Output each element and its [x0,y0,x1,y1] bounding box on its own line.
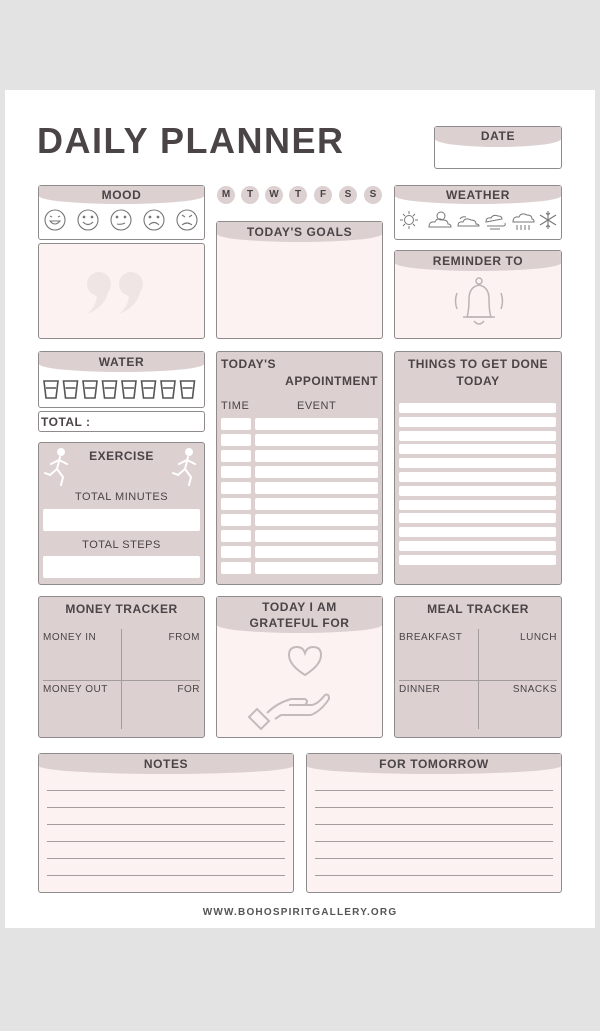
exercise-box [38,442,205,585]
ruled-line [47,807,285,808]
appointment-event-field[interactable] [255,450,378,462]
sun-icon [400,211,418,229]
mood-faces [39,206,203,236]
water-glasses[interactable] [39,376,203,404]
weather-box [394,185,562,240]
neutral-face-icon [111,210,131,230]
money-in-label: MONEY IN [43,632,97,643]
time-column-header: TIME [221,400,250,412]
day-friday[interactable]: F [314,186,332,204]
water-box [38,351,205,408]
meal-divider-vertical [478,629,479,729]
mood-box [38,185,205,240]
cloud-icon [458,217,479,226]
appointment-event-field[interactable] [255,434,378,446]
ruled-line [315,875,553,876]
page-title: DAILY PLANNER [37,120,345,161]
ruled-line [315,858,553,859]
runner-icon [42,447,76,491]
notes-box[interactable] [38,753,294,893]
appointment-time-field[interactable] [221,530,251,542]
ruled-line [47,858,285,859]
todays-goals-label: TODAY'S GOALS [217,222,382,242]
todo-item-field[interactable] [399,431,556,441]
appointment-time-field[interactable] [221,562,251,574]
breakfast-label: BREAKFAST [399,632,463,643]
for-tomorrow-label: FOR TOMORROW [307,754,561,774]
money-from-label: FROM [168,632,200,643]
appointment-event-field[interactable] [255,418,378,430]
appointment-time-field[interactable] [221,434,251,446]
ruled-line [315,790,553,791]
laughing-face-icon [45,210,65,230]
water-total-label: TOTAL : [41,415,91,429]
total-minutes-field[interactable] [43,509,200,531]
for-tomorrow-box[interactable] [306,753,562,893]
grateful-label-line2: GRATEFUL FOR [249,616,350,630]
day-wednesday[interactable]: W [265,186,283,204]
reminder-box[interactable] [394,250,562,339]
angry-face-icon [177,210,197,230]
appointment-time-field[interactable] [221,482,251,494]
appointment-event-field[interactable] [255,562,378,574]
lunch-label: LUNCH [520,632,557,643]
things-label-line2: TODAY [456,374,500,388]
appointment-time-field[interactable] [221,546,251,558]
todays-goals-box[interactable] [216,221,383,339]
meal-tracker-box [394,596,562,738]
todo-item-field[interactable] [399,555,556,565]
rain-icon [513,214,534,230]
appointment-event-field[interactable] [255,514,378,526]
grateful-label [217,597,382,633]
ruled-line [47,790,285,791]
money-divider-vertical [121,629,122,729]
dinner-label: DINNER [399,684,441,695]
exercise-label: EXERCISE [89,449,154,463]
money-divider-horizontal [43,680,200,681]
appointment-time-field[interactable] [221,418,251,430]
things-to-do-box [394,351,562,585]
grateful-box[interactable] [216,596,383,738]
partly-cloudy-icon [429,212,451,227]
appointment-event-field[interactable] [255,546,378,558]
todo-item-field[interactable] [399,403,556,413]
appointment-box [216,351,383,585]
todo-item-field[interactable] [399,417,556,427]
sad-face-icon [144,210,164,230]
heart-in-hand-icon [237,643,337,733]
appointment-time-field[interactable] [221,514,251,526]
day-sunday[interactable]: S [364,186,382,204]
total-minutes-label: TOTAL MINUTES [74,491,169,503]
ruled-line [315,824,553,825]
day-monday[interactable]: M [217,186,235,204]
ruled-line [47,875,285,876]
planner-sheet [5,90,595,928]
appointment-event-field[interactable] [255,482,378,494]
date-label: DATE [435,127,561,147]
smiling-face-icon [78,210,98,230]
water-total-field[interactable] [38,411,205,432]
water-label: WATER [39,352,204,372]
bell-icon [449,275,509,333]
windy-icon [486,215,505,229]
todo-item-field[interactable] [399,513,556,523]
quote-icon [79,262,159,322]
weather-icons [395,206,560,236]
todo-item-field[interactable] [399,472,556,482]
ruled-line [47,841,285,842]
appointment-time-field[interactable] [221,466,251,478]
mood-label: MOOD [39,186,204,204]
appointment-label-line2: APPOINTMENT [285,374,378,388]
total-steps-label: TOTAL STEPS [82,539,161,551]
appointment-time-field[interactable] [221,498,251,510]
grateful-label-line1: TODAY I AM [262,600,337,614]
meal-tracker-label: MEAL TRACKER [427,602,529,616]
event-column-header: EVENT [297,400,337,412]
todo-item-field[interactable] [399,527,556,537]
notes-label: NOTES [39,754,293,774]
total-steps-field[interactable] [43,556,200,578]
footer-website: WWW.BOHOSPIRITGALLERY.ORG [202,907,398,918]
date-box[interactable] [434,126,562,169]
day-tuesday[interactable]: T [241,186,259,204]
appointment-event-field[interactable] [255,530,378,542]
todo-item-field[interactable] [399,458,556,468]
runner-icon [170,447,204,491]
appointment-event-field[interactable] [255,466,378,478]
quote-box[interactable] [38,243,205,339]
appointment-time-field[interactable] [221,450,251,462]
snacks-label: SNACKS [512,684,557,695]
todo-item-field[interactable] [399,444,556,454]
appointment-label-line1: TODAY'S [221,357,277,371]
snowflake-icon [540,211,556,229]
ruled-line [315,841,553,842]
ruled-line [315,807,553,808]
money-for-label: FOR [177,684,200,695]
todo-item-field[interactable] [399,500,556,510]
meal-divider-horizontal [399,680,557,681]
money-out-label: MONEY OUT [43,684,108,695]
reminder-label: REMINDER TO [395,251,561,271]
ruled-line [47,824,285,825]
money-tracker-label: MONEY TRACKER [65,602,178,616]
appointment-event-field[interactable] [255,498,378,510]
day-saturday[interactable]: S [339,186,357,204]
todo-item-field[interactable] [399,486,556,496]
weather-label: WEATHER [395,186,561,204]
day-thursday[interactable]: T [289,186,307,204]
todo-item-field[interactable] [399,541,556,551]
things-label-line1: THINGS TO GET DONE [407,357,549,371]
money-tracker-box [38,596,205,738]
